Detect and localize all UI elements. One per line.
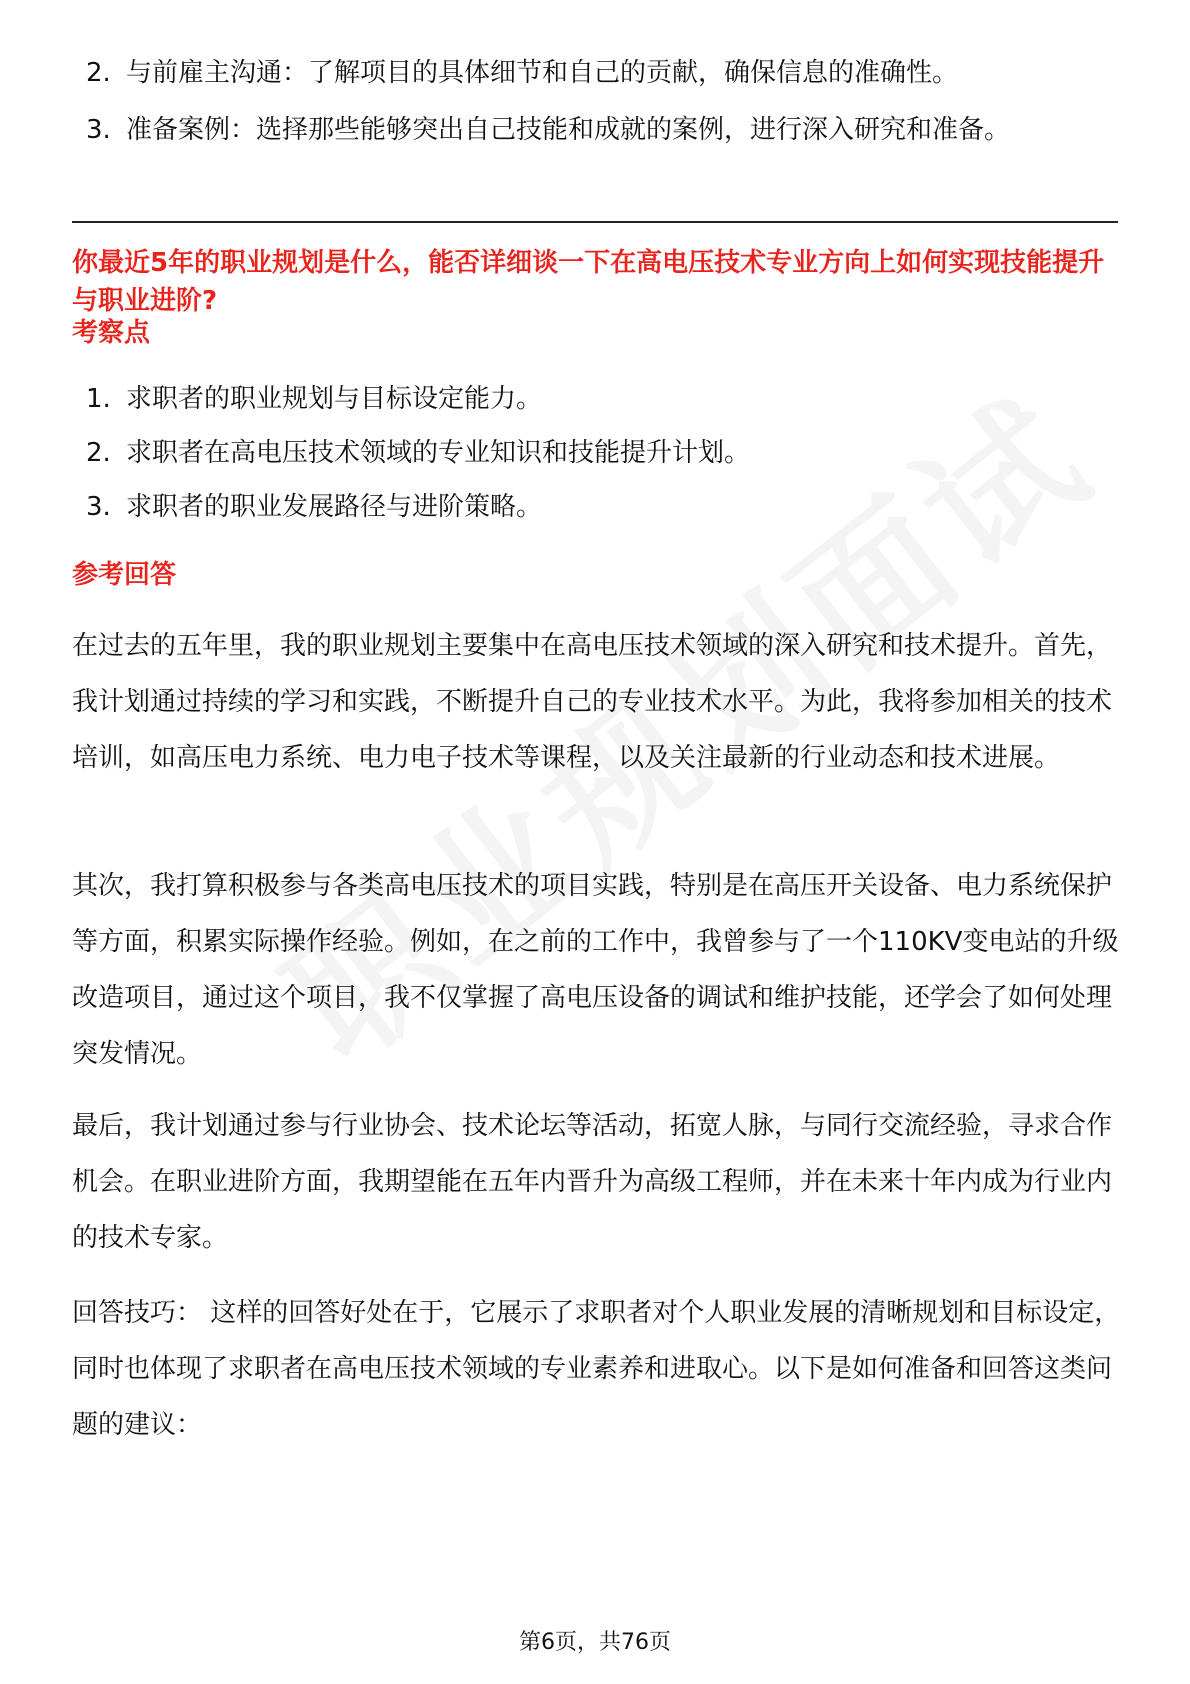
exam-points-heading: 考察点	[72, 318, 151, 348]
list-item-number: 2.	[86, 58, 111, 88]
list-item-number: 3.	[86, 115, 111, 145]
list-item	[86, 492, 542, 522]
question-title: 你最近5年的职业规划是什么，能否详细谈一下在高电压技术专业方向上如何实现技能提升与职业进阶?	[72, 248, 1105, 316]
page-number: 第6页，共76页	[519, 1630, 671, 1655]
section-divider	[72, 221, 1118, 223]
list-item-text: 求职者的职业发展路径与进阶策略。	[126, 492, 543, 522]
list-item	[86, 115, 1010, 145]
list-item-text: 求职者的职业规划与目标设定能力。	[126, 384, 543, 414]
list-item-text: 求职者在高电压技术领域的专业知识和技能提升计划。	[126, 438, 751, 468]
answer-paragraph: 在过去的五年里，我的职业规划主要集中在高电压技术领域的深入研究和技术提升。首先，我计划通过持续的学习和实践，不断提升自己的专业技术水平。为此，我将参加相关的技术培训，如高压电力系统、电力电子技术等课程，以及关注最新的行业动态和技术进展。	[72, 631, 1113, 773]
answer-paragraph: 其次，我打算积极参与各类高电压技术的项目实践，特别是在高压开关设备、电力系统保护等方面，积累实际操作经验。例如，在之前的工作中，我曾参与了一个110KV变电站的升级改造项目，通过这个项目，我不仅掌握了高电压设备的调试和维护技能，还学会了如何处理突发情况。	[72, 871, 1119, 1069]
answer-paragraph: 最后，我计划通过参与行业协会、技术论坛等活动，拓宽人脉，与同行交流经验，寻求合作机会。在职业进阶方面，我期望能在五年内晋升为高级工程师，并在未来十年内成为行业内的技术专家。	[72, 1111, 1113, 1253]
list-item-number: 1.	[86, 384, 111, 414]
list-item-number: 2.	[86, 438, 111, 468]
list-item	[86, 58, 958, 88]
reference-answer-heading: 参考回答	[72, 560, 177, 590]
list-item-number: 3.	[86, 492, 111, 522]
list-item-text: 与前雇主沟通：了解项目的具体细节和自己的贡献，确保信息的准确性。	[126, 58, 959, 88]
answer-tips-paragraph: 回答技巧： 这样的回答好处在于，它展示了求职者对个人职业发展的清晰规划和目标设定，同时也体现了求职者在高电压技术领域的专业素养和进取心。以下是如何准备和回答这类问题的建议：	[72, 1298, 1121, 1440]
list-item-text: 准备案例：选择那些能够突出自己技能和成就的案例，进行深入研究和准备。	[126, 115, 1011, 145]
list-item	[86, 384, 542, 414]
list-item	[86, 438, 750, 468]
